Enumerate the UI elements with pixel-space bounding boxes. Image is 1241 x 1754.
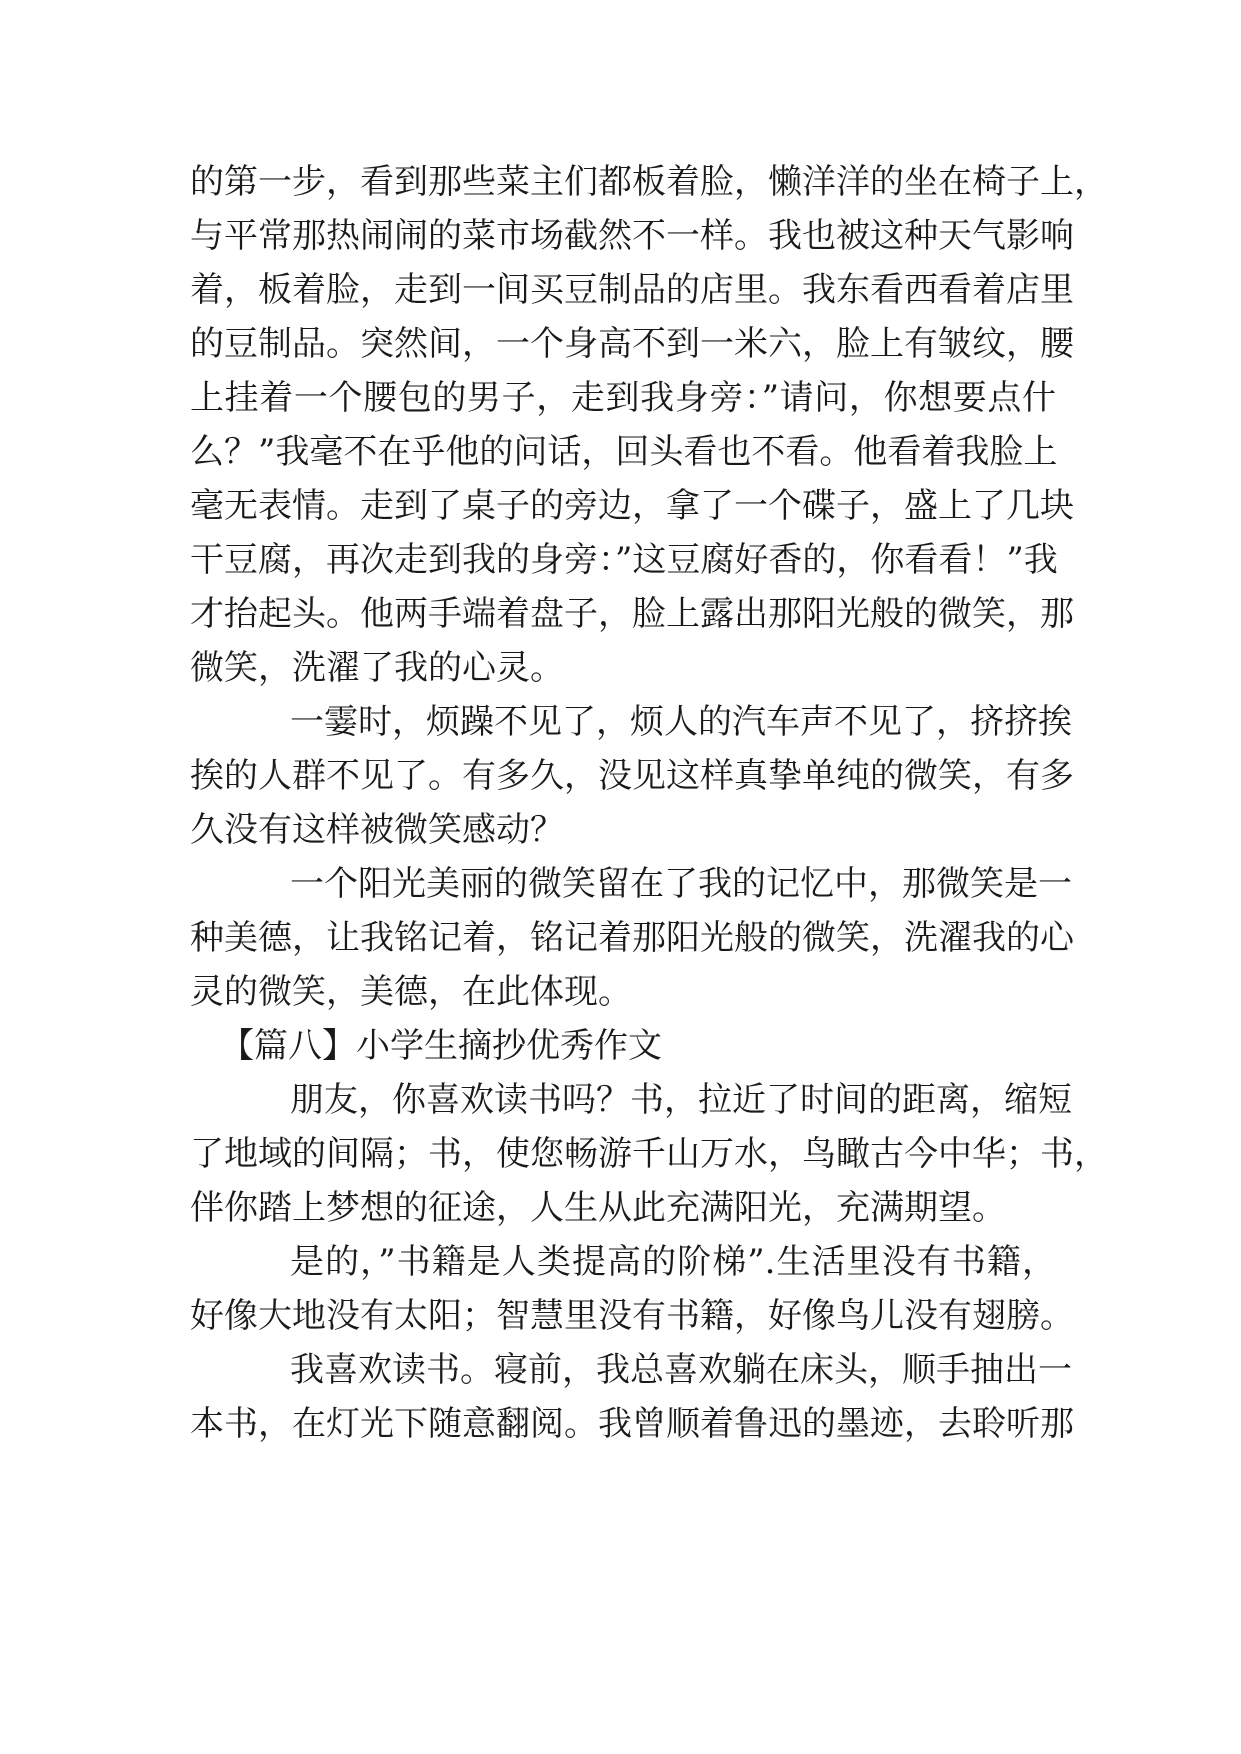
paragraph [190, 857, 1074, 1019]
text-line: 了地域的间隔；书，使您畅游千山万水，鸟瞰古今中华；书， [190, 1134, 1108, 1174]
text-line: 才抬起头。他两手端着盘子，脸上露出那阳光般的微笑，那 [190, 594, 1074, 634]
text-line: 微笑，洗濯了我的心灵。 [190, 648, 564, 688]
text-line: 我喜欢读书。寝前，我总喜欢躺在床头，顺手抽出一 [290, 1350, 1072, 1390]
paragraph [190, 1235, 1074, 1343]
text-line: 上挂着一个腰包的男子，走到我身旁：”请问，你想要点什 [190, 378, 1056, 418]
text-line: 一霎时，烦躁不见了，烦人的汽车声不见了，挤挤挨 [290, 702, 1072, 742]
text-line: 么？”我毫不在乎他的问话，回头看也不看。他看着我脸上 [190, 432, 1058, 472]
text-line: 好像大地没有太阳；智慧里没有书籍，好像鸟儿没有翅膀。 [190, 1296, 1074, 1336]
paragraph [190, 695, 1074, 857]
text-line: 朋友，你喜欢读书吗？书，拉近了时间的距离，缩短 [290, 1080, 1072, 1120]
text-line: 与平常那热闹闹的菜市场截然不一样。我也被这种天气影响 [190, 216, 1074, 256]
text-line: 挨的人群不见了。有多久，没见这样真挚单纯的微笑，有多 [190, 756, 1074, 796]
text-line: 一个阳光美丽的微笑留在了我的记忆中，那微笑是一 [290, 864, 1072, 904]
text-line: 种美德，让我铭记着，铭记着那阳光般的微笑，洗濯我的心 [190, 918, 1074, 958]
text-line: 干豆腐，再次走到我的身旁：”这豆腐好香的，你看看！”我 [190, 540, 1058, 580]
text-line: 本书，在灯光下随意翻阅。我曾顺着鲁迅的墨迹，去聆听那 [190, 1404, 1074, 1444]
text-line: 的豆制品。突然间，一个身高不到一米六，脸上有皱纹，腰 [190, 324, 1074, 364]
text-line: 久没有这样被微笑感动？ [190, 810, 564, 850]
text-line: 毫无表情。走到了桌子的旁边，拿了一个碟子，盛上了几块 [190, 486, 1074, 526]
section-heading-text: 【篇八】小学生摘抄优秀作文 [220, 1026, 662, 1066]
section-heading [190, 1019, 1056, 1073]
text-line: 的第一步，看到那些菜主们都板着脸，懒洋洋的坐在椅子上， [190, 162, 1108, 202]
text-line: 着，板着脸，走到一间买豆制品的店里。我东看西看着店里 [190, 270, 1074, 310]
text-line: 是的，”书籍是人类提高的阶梯”.生活里没有书籍， [290, 1242, 1056, 1282]
paragraph [190, 1343, 1074, 1451]
paragraph-continuation [190, 155, 1108, 695]
text-line: 灵的微笑，美德，在此体现。 [190, 972, 632, 1012]
text-line: 伴你踏上梦想的征途，人生从此充满阳光，充满期望。 [190, 1188, 1006, 1228]
paragraph [190, 1073, 1108, 1235]
document-body [190, 155, 1108, 1451]
